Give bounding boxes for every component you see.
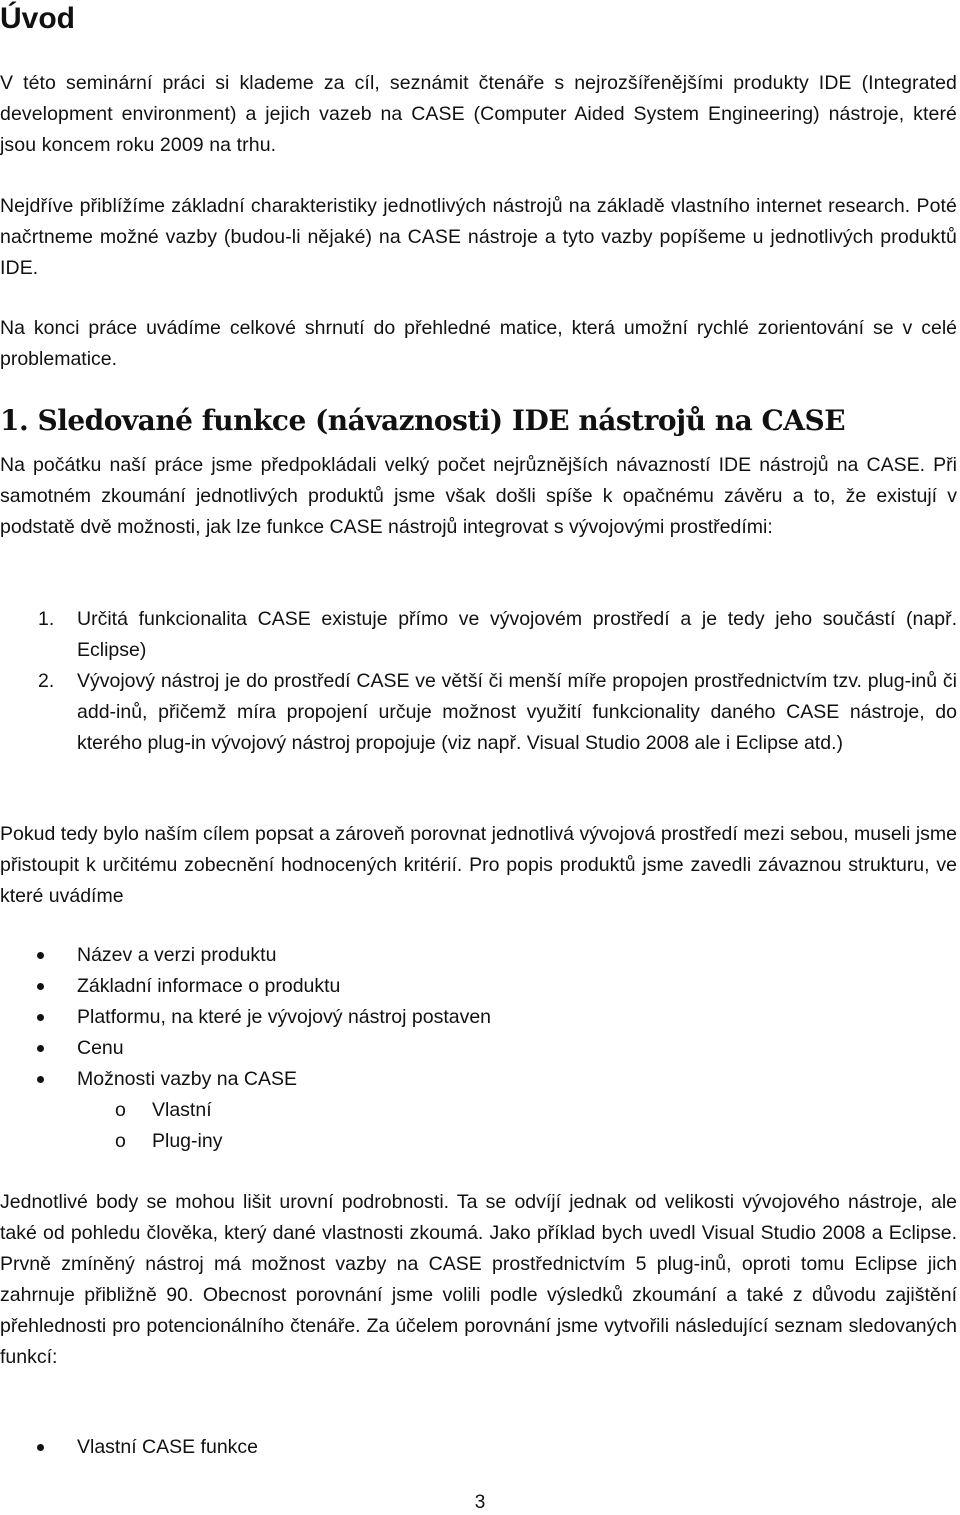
- page-title: Úvod: [0, 2, 75, 35]
- intro-paragraph-3: Na konci práce uvádíme celkové shrnutí do přehledné matice, která umožní rychlé zorientování se v celé problematice.: [0, 317, 957, 370]
- sub-list-item-text: Plug-iny: [152, 1130, 223, 1152]
- circle-bullet-icon: o: [115, 1099, 126, 1121]
- intro-paragraph-2: Nejdříve přiblížíme základní charakteristiky jednotlivých nástrojů na základě vlastního internet research. Poté načrtneme možné vazby (budou-li nějaké) na CASE nástroje a tyto vazby popíšeme u jednotlivých produktů IDE.: [0, 195, 957, 279]
- list-item: [0, 1064, 491, 1095]
- sub-list-item: [0, 1095, 491, 1126]
- list-item-text: Základní informace o produktu: [77, 975, 341, 997]
- list-item-text: Platformu, na které je vývojový nástroj postaven: [77, 1006, 492, 1028]
- numbered-item-number: 1.: [38, 608, 55, 630]
- bullet-icon: [37, 1014, 44, 1021]
- numbered-item-number: 2.: [38, 670, 55, 692]
- numbered-list: [0, 604, 957, 759]
- list-item: [0, 1002, 491, 1033]
- list-item-text: Možnosti vazby na CASE: [77, 1068, 298, 1090]
- numbered-item-text: Určitá funkcionalita CASE existuje přímo ve vývojovém prostředí a je tedy jeho součástí (např. Eclipse): [77, 608, 957, 661]
- numbered-item-text: Vývojový nástroj je do prostředí CASE ve větší či menší míře propojen prostřednictvím tzv. plug-inů či add-inů, přičemž míra propojení určuje možnost využití funkcionality daného CASE nástroje, do kterého plug-in vývojový nástroj propojuje (viz např. Visual Studio 2008 ale i Eclipse atd.): [77, 670, 957, 754]
- numbered-item: [0, 666, 957, 759]
- numbered-item: [0, 604, 957, 666]
- section-title: 1. Sledované funkce (návaznosti) IDE nástrojů na CASE: [0, 404, 846, 437]
- bullet-icon: [37, 1045, 44, 1052]
- sub-list-item-text: Vlastní: [152, 1099, 212, 1121]
- list-item-text: Cenu: [77, 1037, 124, 1059]
- list-item-text: Vlastní CASE funkce: [77, 1436, 259, 1458]
- points-paragraph: Jednotlivé body se mohou lišit urovní podrobnosti. Ta se odvíjí jednak od velikosti vývojového nástroje, ale také od pohledu člověka, který dané vlastnosti zkoumá. Jako příklad bych uvedl Visual Studio 2008 a Eclipse. Prvně zmíněný nástroj má možnost vazby na CASE prostřednictvím 5 plug-inů, oproti tomu Eclipse jich zahrnuje přibližně 90. Obecnost porovnání jsme volili podle výsledků zkoumání a také z důvodu zajištění přehlednosti pro potencionálního čtenáře. Za účelem porovnání jsme vytvořili následující seznam sledovaných funkcí:: [0, 1191, 957, 1368]
- list-item: [0, 971, 491, 1002]
- bullet-icon: [37, 1444, 44, 1451]
- intro-paragraph-1: V této seminární práci si klademe za cíl, seznámit čtenáře s nejrozšířenějšími produkty IDE (Integrated development environment) a jejich vazeb na CASE (Computer Aided System Engineering) nástroje, které jsou koncem roku 2009 na trhu.: [0, 72, 957, 156]
- circle-bullet-icon: o: [115, 1130, 126, 1152]
- functions-list: [0, 1432, 258, 1463]
- page-number: 3: [474, 1492, 486, 1513]
- structure-list: [0, 940, 491, 1157]
- list-item-text: Název a verzi produktu: [77, 944, 277, 966]
- goal-paragraph: Pokud tedy bylo naším cílem popsat a zároveň porovnat jednotlivá vývojová prostředí mezi sebou, museli jsme přistoupit k určitému zobecnění hodnocených kritérií. Pro popis produktů jsme zavedli závaznou strukturu, ve které uvádíme: [0, 823, 957, 907]
- sub-list-item: [0, 1126, 491, 1157]
- bullet-icon: [37, 952, 44, 959]
- bullet-icon: [37, 983, 44, 990]
- section-paragraph: Na počátku naší práce jsme předpokládali velký počet nejrůznějších návazností IDE nástrojů na CASE. Při samotném zkoumání jednotlivých produktů jsme však došli spíše k opačnému závěru a to, že existují v podstatě dvě možnosti, jak lze funkce CASE nástrojů integrovat s vývojovými prostředími:: [0, 454, 957, 538]
- bullet-icon: [37, 1076, 44, 1083]
- list-item: [0, 1033, 491, 1064]
- list-item: [0, 1432, 258, 1463]
- list-item: [0, 940, 491, 971]
